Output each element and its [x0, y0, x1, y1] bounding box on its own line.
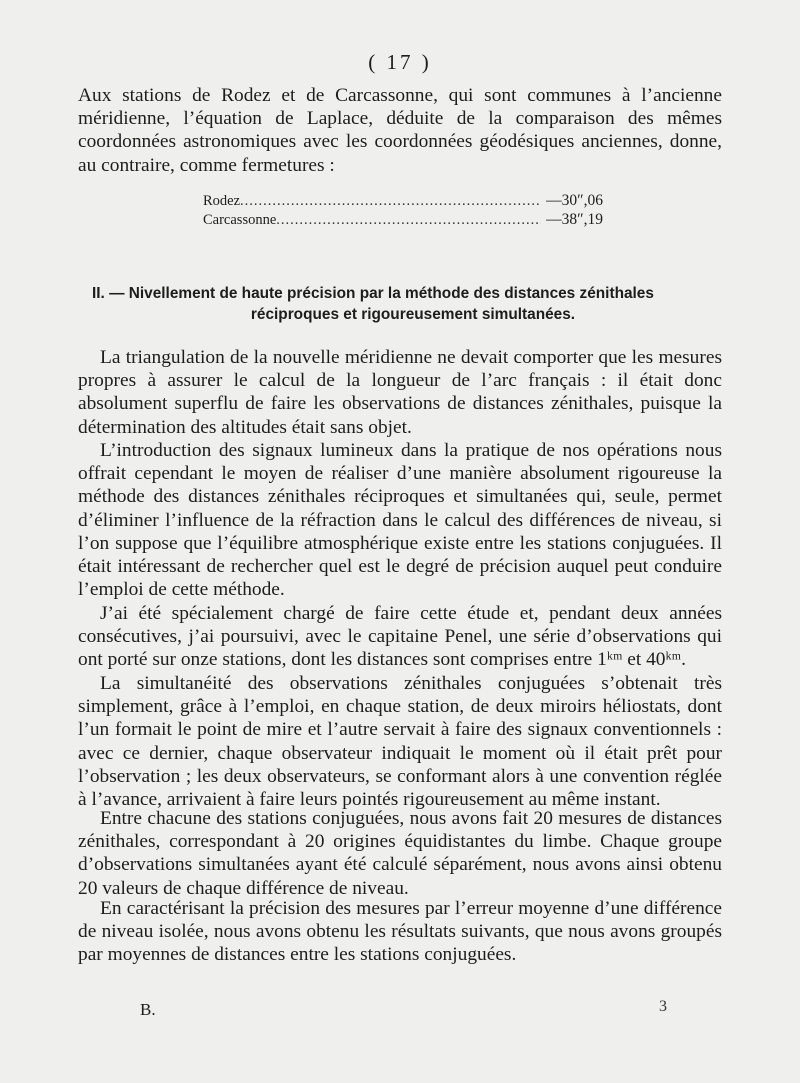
paragraph-simultaneity: La simultanéité des observations zénithales conjuguées s’obtenait très simplement, grâce à l’emploi, en chaque station, de deux miroirs héliostats, dont l’un formait le point de mire et l’autre servait à faire des signaux conventionnels : avec ce dernier, chaque observateur indiquait le moment où il était prêt pour l’observation ; les deux observateurs, se conformant alors à une convention réglée à l’avance, arrivaient à faire leurs pointés rigoureusement au même instant. — [78, 673, 722, 811]
paragraph-triangulation: La triangulation de la nouvelle méridienne ne devait comporter que les mesures propres à assurer le calcul de la longueur de l’arc français : il était donc absolument superflu de faire les observations de distances zénithales, puisque la détermination des altitudes était sans objet. — [78, 347, 722, 438]
closure-row-carcassonne — [203, 211, 603, 230]
footer-sheet-number: 3 — [659, 998, 667, 1015]
dot-leader — [276, 211, 541, 230]
closure-station: Rodez — [203, 193, 241, 209]
paragraph-observation-series: J’ai été spécialement chargé de faire cette étude et, pendant deux années consécutives, j’ai poursuivi, avec le capitaine Penel, une série d’observations qui ont porté sur onze stations, dont les distances sont comprises entre 1ᵏᵐ et 40ᵏᵐ. — [78, 603, 722, 671]
page-number: ( 17 ) — [368, 50, 432, 74]
closure-station: Carcassonne — [203, 211, 277, 228]
closures-list — [203, 192, 603, 229]
paragraph-laplace-closures: Aux stations de Rodez et de Carcassonne, qui sont communes à l’ancienne méridienne, l’équation de Laplace, déduite de la comparaison des mêmes coordonnées astronomiques avec les coordonnées géodésiques anciennes, donne, au contraire, comme fermetures : — [78, 85, 722, 176]
closure-value: —30″,06 — [546, 192, 603, 209]
section-heading-line-2: réciproques et rigoureusement simultanées. — [250, 305, 576, 323]
section-heading — [92, 284, 712, 325]
closure-row-rodez — [203, 192, 603, 211]
dot-leader — [240, 192, 541, 211]
paragraph-light-signals: L’introduction des signaux lumineux dans la pratique de nos opérations nous offrait cependant le moyen de réaliser d’une manière absolument rigoureuse la méthode des distances zénithales réciproques et simultanées qui, seule, permet d’éliminer l’influence de la réfraction dans le calcul des différences de niveau, si l’on suppose que l’équilibre atmosphérique existe entre les stations conjuguées. Il était intéressant de rechercher quel est le degré de précision auquel peut conduire l’emploi de cette méthode. — [78, 440, 722, 601]
paragraph-measurements: Entre chacune des stations conjuguées, nous avons fait 20 mesures de distances zénithales, correspondant à 20 origines équidistantes du limbe. Chaque groupe d’observations simultanées ayant été calculé séparément, nous avons ainsi obtenu 20 valeurs de chaque différence de niveau. — [78, 808, 722, 899]
paragraph-precision: En caractérisant la précision des mesures par l’erreur moyenne d’une différence de niveau isolée, nous avons obtenu les résultats suivants, que nous avons groupés par moyennes de distances entre les stations conjuguées. — [78, 898, 722, 966]
footer-signature-mark: B. — [140, 1000, 156, 1019]
closure-value: —38″,19 — [546, 210, 603, 228]
section-heading-line-1: II. — Nivellement de haute précision par la méthode des distances zénithales — [92, 285, 654, 302]
